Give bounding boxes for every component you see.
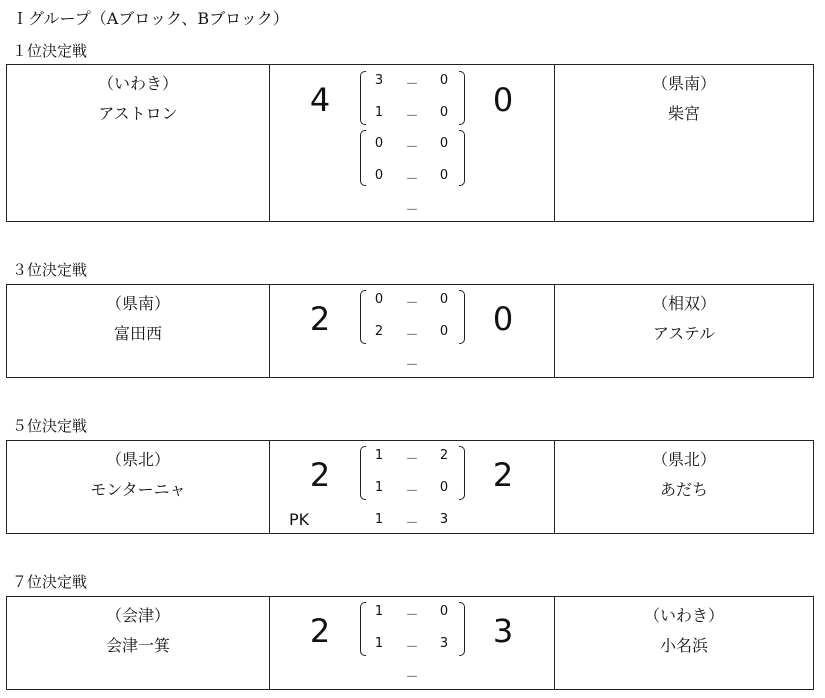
right-team-name: 小名浜 <box>659 636 708 655</box>
period-right-score: 3 <box>439 636 449 651</box>
period-right-score: 0 <box>439 604 449 619</box>
period-left-score: 1 <box>374 604 384 619</box>
score-separator: － <box>405 484 419 499</box>
period-right-score: 2 <box>439 448 449 463</box>
period-right-score: 0 <box>439 292 449 307</box>
pk-separator: － <box>405 516 419 531</box>
left-total-score: 2 <box>309 612 331 650</box>
match-table <box>6 284 814 378</box>
pk-label: PK <box>289 510 310 529</box>
period-left-score: 1 <box>374 636 384 651</box>
pk-separator: － <box>405 358 419 373</box>
left-team-name: モンターニャ <box>90 480 186 499</box>
extra-time-left-score: 0 <box>374 136 384 151</box>
right-team-name: アステル <box>652 324 716 343</box>
right-team-region: （相双） <box>651 294 716 313</box>
left-team-name: 富田西 <box>113 324 162 343</box>
match-heading: １位決定戦 <box>12 42 88 60</box>
score-separator: － <box>405 296 419 311</box>
left-bracket <box>360 290 366 344</box>
column-divider <box>269 441 270 533</box>
left-bracket <box>360 446 366 500</box>
left-bracket <box>360 602 366 656</box>
match-table <box>6 440 814 534</box>
pk-separator: － <box>405 203 419 218</box>
extra-time-right-score: 0 <box>439 168 449 183</box>
right-team-region: （いわき） <box>643 606 724 625</box>
match-heading: ７位決定戦 <box>12 573 88 591</box>
score-separator: － <box>405 109 419 124</box>
period-left-score: 0 <box>374 292 384 307</box>
score-separator: － <box>405 452 419 467</box>
left-team-name: アストロン <box>98 104 178 123</box>
right-team-region: （県南） <box>651 74 716 93</box>
left-bracket <box>360 71 366 125</box>
pk-right-score: 3 <box>439 512 449 527</box>
period-left-score: 1 <box>374 448 384 463</box>
right-total-score: 0 <box>492 81 514 119</box>
extra-time-left-score: 0 <box>374 168 384 183</box>
left-total-score: 4 <box>309 81 331 119</box>
column-divider <box>269 285 270 377</box>
match-table <box>6 64 814 222</box>
left-team-region: （会津） <box>105 606 170 625</box>
score-separator: － <box>405 77 419 92</box>
period-right-score: 0 <box>439 73 449 88</box>
score-separator: － <box>405 140 419 155</box>
right-total-score: 3 <box>492 612 514 650</box>
period-left-score: 1 <box>374 480 384 495</box>
column-divider <box>269 65 270 221</box>
period-right-score: 0 <box>439 105 449 120</box>
right-team-region: （県北） <box>651 450 716 469</box>
right-bracket <box>459 446 465 500</box>
period-left-score: 1 <box>374 105 384 120</box>
score-separator: － <box>405 172 419 187</box>
period-right-score: 0 <box>439 324 449 339</box>
score-separator: － <box>405 328 419 343</box>
column-divider <box>269 597 270 689</box>
right-bracket <box>459 71 465 125</box>
left-team-region: （いわき） <box>97 74 178 93</box>
left-total-score: 2 <box>309 300 331 338</box>
left-team-name: 会津一箕 <box>105 636 170 655</box>
page-title: Ｉグループ（Aブロック、Bブロック） <box>12 9 289 28</box>
period-right-score: 0 <box>439 480 449 495</box>
right-bracket <box>459 290 465 344</box>
left-bracket <box>360 130 366 186</box>
left-team-region: （県南） <box>105 294 170 313</box>
match-heading: ５位決定戦 <box>12 417 88 435</box>
pk-left-score: 1 <box>374 512 384 527</box>
pk-separator: － <box>405 670 419 685</box>
right-total-score: 2 <box>492 456 514 494</box>
score-separator: － <box>405 608 419 623</box>
period-left-score: 3 <box>374 73 384 88</box>
right-total-score: 0 <box>492 300 514 338</box>
right-bracket <box>459 602 465 656</box>
period-left-score: 2 <box>374 324 384 339</box>
left-team-region: （県北） <box>105 450 170 469</box>
right-bracket <box>459 130 465 186</box>
match-table <box>6 596 814 690</box>
extra-time-right-score: 0 <box>439 136 449 151</box>
left-total-score: 2 <box>309 456 331 494</box>
score-separator: － <box>405 640 419 655</box>
right-team-name: 柴宮 <box>667 104 700 123</box>
match-heading: ３位決定戦 <box>12 261 88 279</box>
right-team-name: あだち <box>659 480 708 499</box>
